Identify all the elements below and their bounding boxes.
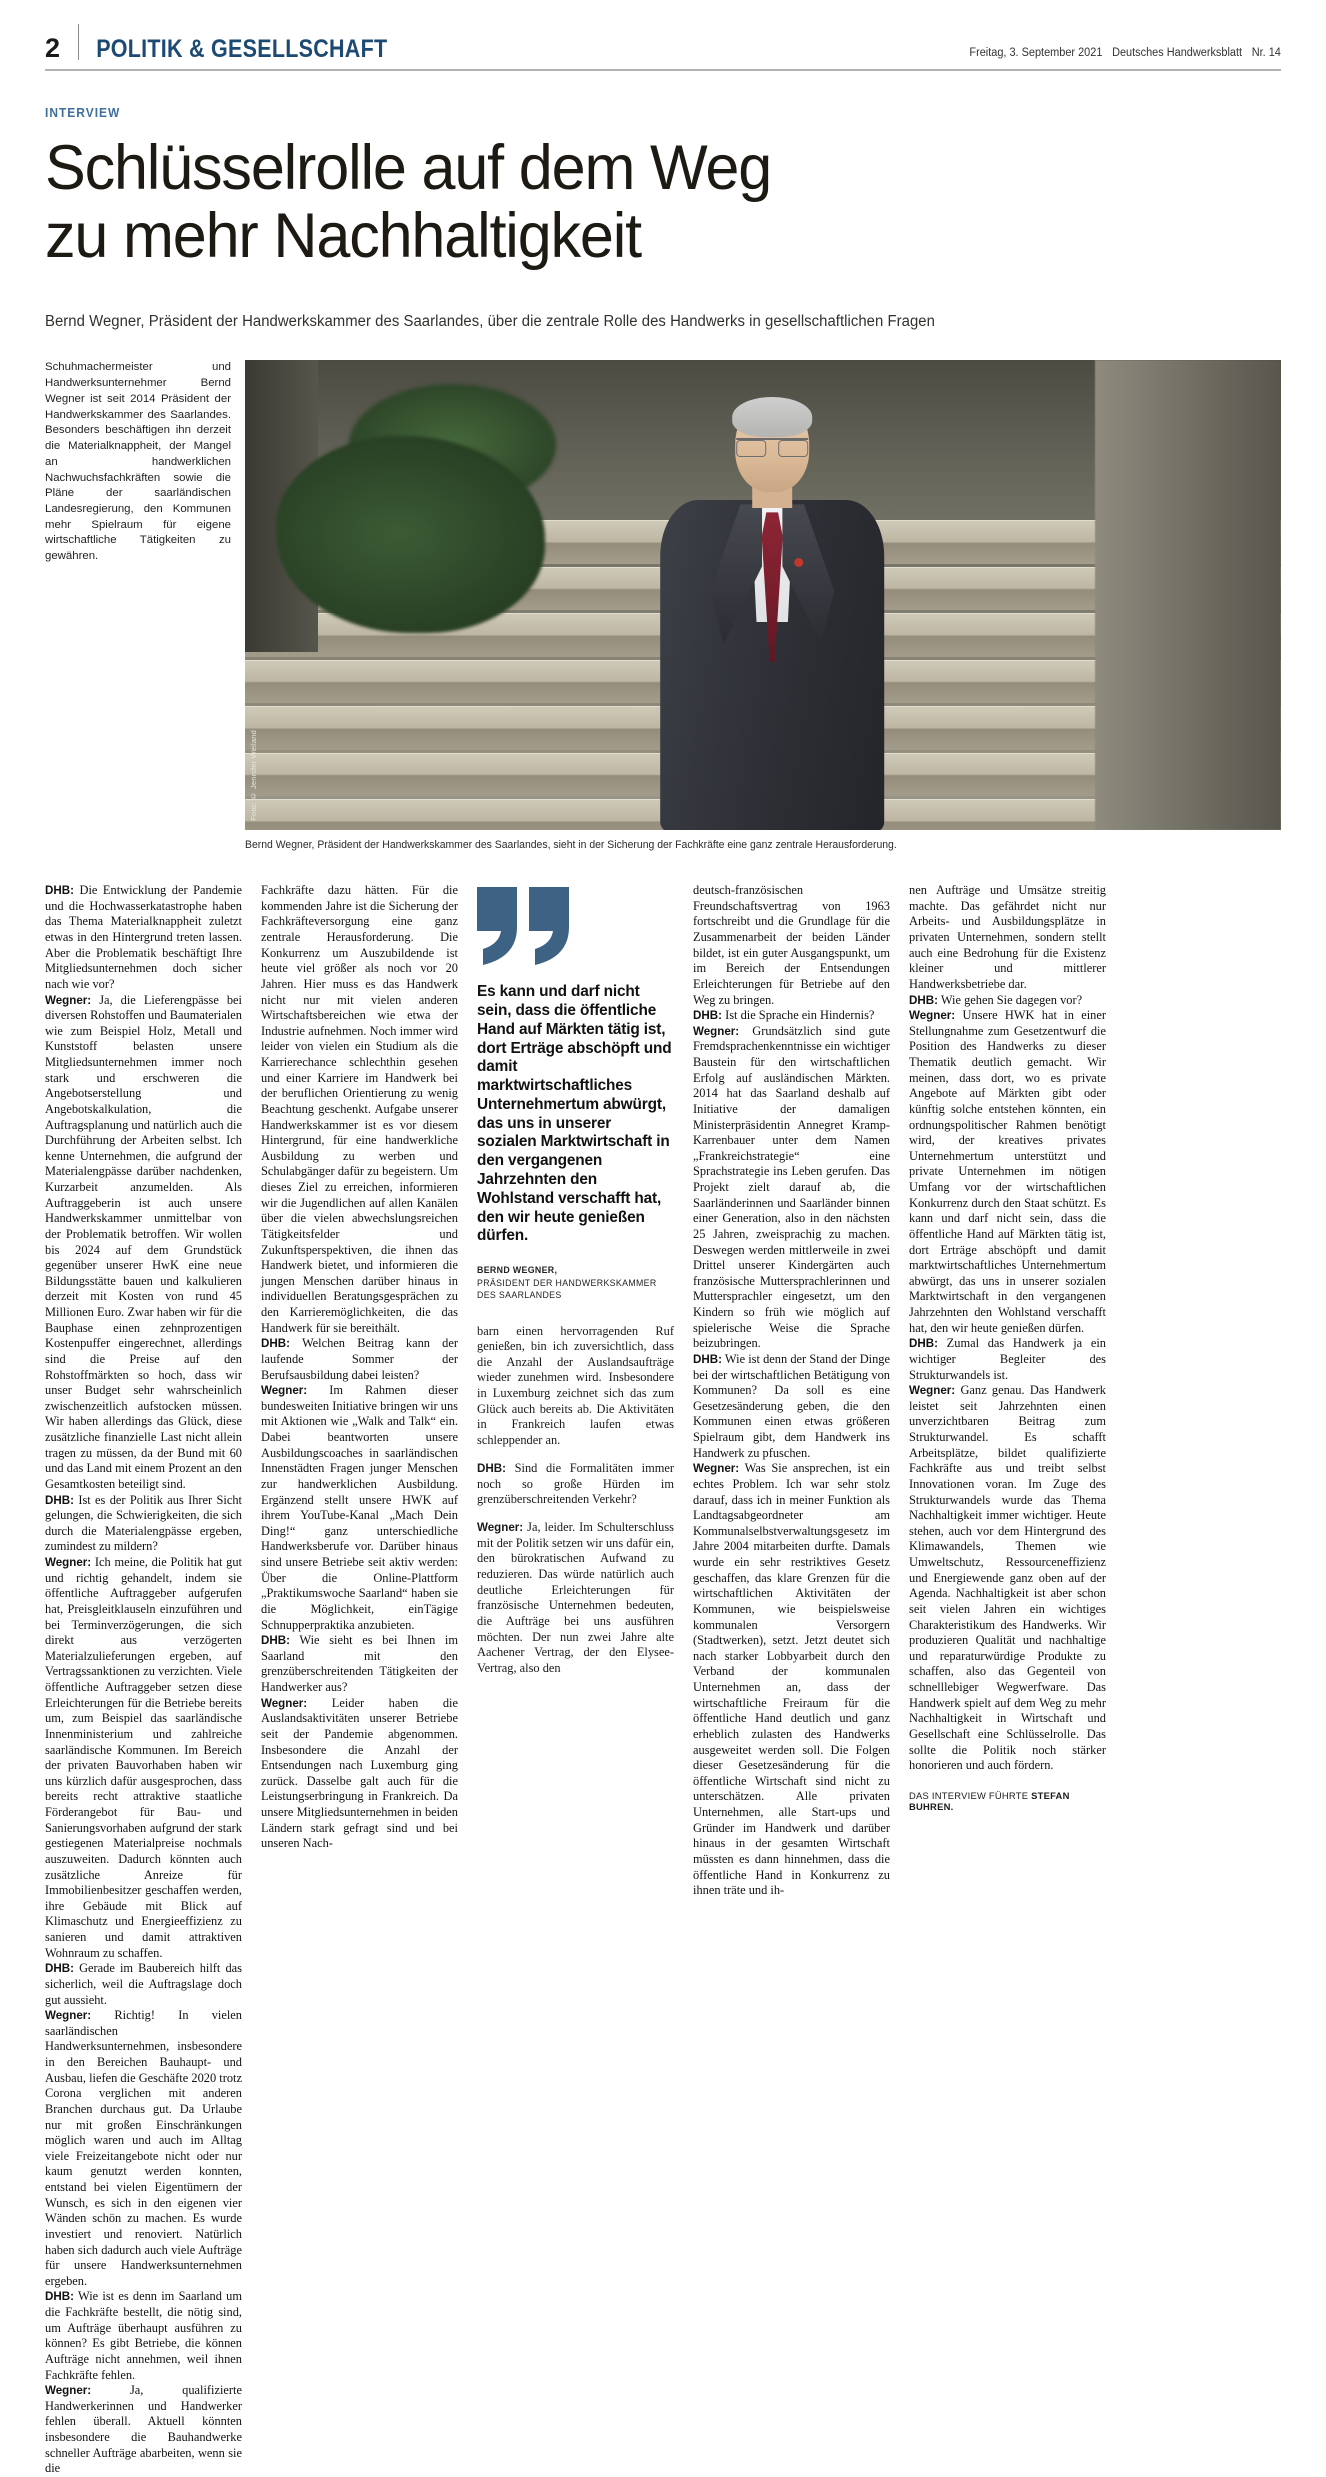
- intro-paragraph: Schuhmachermeister und Handwerksunternehmer Bernd Wegner ist seit 2014 Präsident der Handwerkskammer des Saarlandes. Besonders beschäftigen ihn derzeit die Materialknappheit, der Mangel an handwerklichen Nachwuchsfachkräften sowie die Pläne der saarländischen Landesregierung, den Kommunen mehr Spielraum für eigene wirtschaftliche Tätigkeiten zu gewähren.: [45, 361, 231, 563]
- figure-hair: [732, 397, 812, 437]
- body-paragraph: Wegner: Was Sie ansprechen, ist ein echtes Problem. Ich war sehr stolz darauf, dass ich in meiner Funktion als Landtagsabgeordneter am Kommunalselbstverwaltungsgesetz im Jahre 2004 mitarbeiten durfte. Damals wurde ein sehr restriktives Gesetz geschaffen, das klare Grenzen für die wirtschaftlichen Aktivitäten der Kommunen, wie beispielsweise kommunalen Versorgern (Stadtwerken), setzt. Jetzt deutet sich nach starker Lobbyarbeit durch den Verband der kommunalen Unternehmen an, dass der wirtschaftliche Freiraum für die öffentliche Hand deutlich und ganz erheblich zulasten des Handwerks ausgeweitet werden soll. Die Folgen dieser Gesetzesänderung für die öffentliche Wirtschaft sind nicht zu unterschätzen. Alle privaten Unternehmen, alle Start-ups und Gründer im Handwerk und darüber hinaus in der gesamten Wirtschaft müssten es dann hinnehmen, dass die öffentliche Hand in Konkurrenz zu ihnen träte und ih-: [693, 1461, 890, 1898]
- body-paragraph: Wegner: Richtig! In vielen saarländischen Handwerksunternehmen, insbesondere in den Bereichen Bauhaupt- und Ausbau, liefen die Geschäfte 2020 trotz Corona verglichen mit anderen Branchen durchaus gut. Da Urlaube nur mit großen Einschränkungen möglich waren und auch im Alltag viele Freizeitangebote nicht oder nur kaum genutzt werden konnten, entstand bei vielen Eigentümern der Wunsch, es sich in den eigenen vier Wänden schön zu machen. Es wurde investiert und renoviert. Natürlich haben sich dadurch auch viele Aufträge für unsere Handwerksunternehmen ergeben.: [45, 2008, 242, 2288]
- issue-date: Freitag, 3. September 2021: [969, 46, 1103, 59]
- publication-name: Deutsches Handwerksblatt: [1112, 46, 1243, 59]
- article-body: [45, 883, 1281, 2477]
- quote-mark-icon: [477, 887, 572, 965]
- body-column-2: [261, 883, 458, 1852]
- byline: [909, 1790, 1106, 1812]
- body-paragraph: Wegner: Ja, die Lieferengpässe bei diversen Rohstoffen und Baumaterialen wie zum Beispiel Holz, Metall und Kunststoff belasten unsere Mitgliedsunternehmen immer noch stark und erschweren die Angebotserstellung und Angebotskalkulation, die Auftragsplanung und natürlich auch die Durchführung der Arbeiten selbst. Ich kenne Unternehmen, die aufgrund der Materialengpässe darüber nachdenken, Kurzarbeit anzumelden. Als Auftraggeberin ist auch unsere Handwerkskammer unmittelbar von der Problematik betroffen. Wir wollen bis 2024 auf dem Grundstück gegenüber unserer HwK eine neue Bildungsstätte bauen und kalkulieren derzeit mit Kosten von rund 45 Millionen Euro. Zwar haben wir für die Bauphase einen zehnprozentigen Kostenpuffer eingerechnet, allerdings sind die Preise auf den Rohstoffmärkten so hoch, dass wir unser Budget sehr wahrscheinlich zwischenzeitlich aufstocken müssen. Wir haben allerdings das Glück, diese zusätzliche finanzielle Last nicht allein tragen zu müssen, da der Bund mit 60 und das Land mit einem Prozent an den Gesamtkosten beteiligt sind.: [45, 992, 242, 1491]
- body-paragraph: nen Aufträge und Umsätze streitig machte. Das gefährdet nicht nur Arbeits- und Ausbildungsplätze in privaten Unternehmen, sondern stellt auch eine Bedrohung für die Existenz kleiner und mittlerer Handwerksbetriebe dar.: [909, 883, 1106, 991]
- body-paragraph: DHB: Wie gehen Sie dagegen vor?: [909, 992, 1083, 1007]
- page-title: [45, 134, 1244, 270]
- question-label: DHB:: [45, 884, 74, 898]
- article-standfirst: Bernd Wegner, Präsident der Handwerkskammer des Saarlandes, über die zentrale Rolle des Handwerks in gesellschaftlichen Fragen: [45, 313, 935, 331]
- article-kicker: INTERVIEW: [45, 105, 121, 120]
- masthead: [45, 0, 1281, 62]
- body-paragraph: DHB: Welchen Beitrag kann der laufende Sommer der Berufsausbildung dabei leisten?: [261, 1336, 458, 1382]
- answer-label: Wegner:: [45, 993, 92, 1007]
- pullquote-attrib-role-1: PRÄSIDENT DER HANDWERKSKAMMER: [477, 1277, 657, 1288]
- body-column-3-tail: [477, 1324, 674, 1677]
- intro-column: [45, 360, 245, 853]
- body-paragraph: Wegner: Ja, qualifizierte Handwerkerinnen und Handwerker fehlen überall. Aktuell könnten insbesondere die Bauhandwerke schneller Aufträge abarbeiten, wenn sie die: [45, 2383, 242, 2476]
- pullquote-attrib-name: BERND WEGNER,: [477, 1265, 558, 1276]
- question-label: DHB:: [45, 2290, 74, 2304]
- body-paragraph: Wegner: Leider haben die Auslandsaktivitäten unserer Betriebe seit der Pandemie abgenommen. Insbesondere die Anzahl der Entsendungen nach Luxemburg ging zurück. Dasselbe galt auch für die Leistungserbringung in Frankreich. Da unsere Mitgliedsunternehmen in beiden Ländern stark gefragt sind und bei unseren Nach-: [261, 1695, 458, 1851]
- page-number: 2: [45, 33, 60, 63]
- question-label: DHB:: [693, 1009, 722, 1023]
- photo-block: [245, 360, 1281, 853]
- masthead-issue-info: [963, 48, 1281, 63]
- body-paragraph: DHB: Sind die Formalitäten immer noch so große Hürden im grenzüberschreitenden Verkehr?: [477, 1460, 674, 1507]
- headline-line-1: Schlüsselrolle auf dem Weg: [45, 133, 772, 203]
- article-photo: [245, 360, 1281, 830]
- question-label: DHB:: [45, 1962, 74, 1976]
- body-paragraph: DHB: Wie ist denn der Stand der Dinge bei der wirtschaftlichen Betätigung von Kommunen? Da soll es eine Gesetzesänderung geben, die den Kommunen einen etwas größeren Spielraum gibt, dem Handwerk ins Handwerk zu pfuschen.: [693, 1351, 890, 1460]
- pullquote-attrib-role-2: DES SAARLANDES: [477, 1290, 562, 1301]
- body-paragraph: Wegner: Unsere HWK hat in einer Stellungnahme zum Gesetzentwurf die Position des Handwerks zu dieser Thematik deutlich gemacht. Wir meinen, dass dort, wo es private Angebote auf Märkten gibt oder künftig solche entstehen könnten, ein ordnungspolitischer Rahmen benötigt wird, der kreatives privates Unternehmertum unterstützt und private Unternehmen im nötigen Umfang vor der wirtschaftlichen Konkurrenz durch den Staat schützt. Es kann und darf nicht sein, dass die öffentliche Hand auf Märkten tätig ist, dort Erträge abschöpft und damit marktwirtschaftliches Unternehmertum abwürgt, das uns in unserer sozialen Marktwirtschaft in den vergangenen Jahrzehnten den Wohlstand verschafft hat, den wir heute genießen dürfen.: [909, 1008, 1106, 1335]
- body-paragraph: DHB: Ist die Sprache ein Hindernis?: [693, 1008, 875, 1023]
- body-paragraph: Fachkräfte dazu hätten. Für die kommenden Jahre ist die Sicherung der Fachkräfteversorgung eine ganz zentrale Herausforderung. Die Konkurrenz um Auszubildende ist heute viel größer als noch vor 20 Jahren. Hier muss es das Handwerk nicht nur mit vielen anderen Wirtschaftsbereichen wie etwa der Industrie aufnehmen. Noch immer wird leider von vielen ein Studium als die Karrierechance schlechthin gesehen und einer Karriere im Handwerk bei der beruflichen Orientierung zu wenig Beachtung geschenkt. Aufgabe unserer Handwerkskammer ist es vor diesem Hintergrund, für eine handwerkliche Ausbildung zu werben und Schulabgänger dafür zu begeistern. Um dieses Ziel zu erreichen, informieren wir die Jugendlichen auf allen Kanälen über die vielen abwechslungsreichen Tätigkeitsfelder und Zukunftsperspektiven, die ihnen das Handwerk bietet, und informieren die jungen Menschen darüber hinaus in individuellen Beratungsgesprächen zu den Karrieremöglichkeiten, die das Handwerk für sie bereithält.: [261, 883, 458, 1335]
- question-label: DHB:: [693, 1352, 722, 1366]
- answer-label: Wegner:: [45, 1556, 92, 1570]
- body-paragraph: Wegner: Grundsätzlich sind gute Fremdsprachenkenntnisse ein wichtiger Baustein für den wirtschaftlichen Erfolg auf ausländischen Märkten. 2014 hat das Saarland deshalb auf Initiative der damaligen Ministerpräsidentin Annegret Kramp-Karrenbauer unter dem Namen „Frankreichstrategie“ eine Sprachstrategie ins Leben gerufen. Das Projekt zielt darauf ab, die Saarländerinnen und Saarländer binnen einer Generation, also in den nächsten 25 Jahren, zweisprachig zu machen. Deswegen werden mittlerweile in zwei Drittel unserer Kindergärten auch französische Muttersprachlerinnen und Muttersprachler eingesetzt, um den Kindern so früh wie möglich auf spielerische Weise die Sprache beizubringen.: [693, 1023, 890, 1351]
- body-paragraph: deutsch-französischen Freundschaftsvertrag von 1963 fortschreibt und die Grundlage für die Zusammenarbeit der beiden Länder bildet, ist ein guter Ausgangspunkt, um im Bereich der Entsendungen Erleichterungen für Betriebe auf den Weg zu bringen.: [693, 883, 890, 1007]
- question-label: DHB:: [909, 993, 938, 1007]
- photo-credit: Foto: © Jennifer Weiland: [249, 729, 258, 821]
- body-paragraph: Wegner: Ja, leider. Im Schulterschluss mit der Politik setzen wir uns dafür ein, den bürokratischen Aufwand zu reduzieren. Das würde natürlich auch deutliche Erleichterungen für französische Unternehmen bedeuten, die Aufträge bei uns ausführen möchten. Der nun zwei Jahre alte Aachener Vertrag, der den Elysee-Vertrag, also den: [477, 1520, 674, 1675]
- masthead-rule: [45, 69, 1281, 71]
- body-paragraph: DHB: Wie sieht es bei Ihnen im Saarland mit den grenzüberschreitenden Tätigkeiten der Handwerker aus?: [261, 1633, 458, 1695]
- answer-label: Wegner:: [261, 1696, 308, 1710]
- question-label: DHB:: [45, 1493, 74, 1507]
- question-label: DHB:: [477, 1461, 506, 1475]
- body-paragraph: Wegner: Ganz genau. Das Handwerk leistet seit Jahrzehnten einen unverzichtbaren Beitrag zum Strukturwandel. Es schafft Arbeitsplätze, bildet qualifizierte Fachkräfte aus und treibt selbst Innovationen voran. Im Zuge des Strukturwandels wurde das Thema Nachhaltigkeit immer wichtiger. Heute stehen, auch vor dem Hintergrund des Klimawandels, Themen wie Umweltschutz, Ressourceneffizienz und Energiewende ganz oben auf der Agenda. Nachhaltigkeit ist aber schon seit vielen Jahren ein wichtiges Charakteristikum des Handwerks. Wir produzieren Qualität und nachhaltige und reparaturwürdige Produkte zu schaffen, also das Gegenteil von schnelllebiger Wegwerfware. Das Handwerk spielt auf dem Weg zu mehr Nachhaltigkeit in Wirtschaft und Gesellschaft eine Schlüsselrolle. Das sollte die Politik noch stärker honorieren und auch fördern.: [909, 1383, 1106, 1773]
- pullquote-text: Es kann und darf nicht sein, dass die öffentliche Hand auf Märkten tätig ist, dort Erträge abschöpft und damit marktwirtschaftliches Unternehmertum abwürgt, das uns in unserer sozialen Marktwirtschaft in den vergangenen Jahrzehnten den Wohlstand verschafft hat, den wir heute genießen dürfen.: [477, 983, 672, 1245]
- photo-wall-right: [1095, 360, 1281, 830]
- headline-line-2: zu mehr Nachhaltigkeit: [45, 201, 641, 272]
- answer-label: Wegner:: [693, 1462, 740, 1476]
- answer-label: Wegner:: [693, 1024, 740, 1038]
- body-paragraph: DHB: Zumal das Handwerk ja ein wichtiger Begleiter des Strukturwandels ist.: [909, 1336, 1106, 1382]
- answer-label: Wegner:: [477, 1521, 524, 1535]
- pullquote-attribution: [477, 1264, 674, 1301]
- glasses-icon: [736, 438, 808, 454]
- byline-name: STEFAN BUHREN.: [909, 1789, 1070, 1812]
- body-paragraph: DHB: Gerade im Baubereich hilft das sicherlich, weil die Auftragslage doch gut aussieht.: [45, 1961, 242, 2007]
- pullquote-column: [477, 883, 674, 1689]
- body-column-5: [909, 883, 1106, 1812]
- question-label: DHB:: [261, 1634, 290, 1648]
- body-paragraph: barn einen hervorragenden Ruf genießen, bin ich zuversichtlich, dass die Anzahl der Auslandsaufträge wieder zunehmen wird. Insbesondere in Luxemburg zeichnet sich das zum Glück auch bereits ab. Die Aktivitäten in Frankreich laufen etwas schleppender an.: [477, 1323, 674, 1447]
- question-label: DHB:: [261, 1337, 290, 1351]
- body-paragraph: Wegner: Im Rahmen dieser bundesweiten Initiative bringen wir uns mit Aktionen wie „Walk and Talk“ ein. Dabei beantworten unsere Ausbildungscoaches in saarländischen Innenstädten Fragen junger Menschen zur handwerklichen Ausbildung. Ergänzend stellt unsere HWK auf ihrem YouTube-Kanal „Mach Dein Ding!“ ganz unterschiedliche Handwerksberufe vor. Darüber hinaus sind unsere Betriebe seit aktiv werden: Über die Online-Plattform „Praktikumswoche Saarland“ haben sie die Möglichkeit, einTägige Schnupperpraktika anzubieten.: [261, 1383, 458, 1632]
- answer-label: Wegner:: [261, 1384, 308, 1398]
- body-column-4: [693, 883, 890, 1899]
- top-section: [45, 360, 1281, 853]
- answer-label: Wegner:: [909, 1384, 956, 1398]
- answer-label: Wegner:: [909, 1009, 956, 1023]
- issue-number: Nr. 14: [1251, 46, 1281, 59]
- body-column-1: [45, 883, 242, 2477]
- answer-label: Wegner:: [45, 2009, 92, 2023]
- figure-lapel-pin: [794, 558, 803, 567]
- body-paragraph: DHB: Wie ist es denn im Saarland um die Fachkräfte bestellt, die nötig sind, um Aufträge überhaupt ausführen zu können? Es gibt Betriebe, die können Aufträge nicht annehmen, weil ihnen Fachkräfte fehlen.: [45, 2289, 242, 2382]
- byline-label: DAS INTERVIEW FÜHRTE: [909, 1789, 1029, 1801]
- answer-label: Wegner:: [45, 2384, 92, 2398]
- photo-portrait-figure: [657, 400, 887, 830]
- section-rubric: POLITIK & GESELLSCHAFT: [95, 35, 387, 63]
- question-label: DHB:: [909, 1337, 938, 1351]
- body-paragraph: Wegner: Ich meine, die Politik hat gut und richtig gehandelt, indem sie öffentliche Auftraggeber aufgerufen hat, Preisgleitklauseln einzuführen und bei Terminverzögerungen, die sich direkt aus verzögerten Materialzulieferungen ergeben, auf Vertragssanktionen zu verzichten. Viele öffentliche Auftraggeber setzen diese Erleichterungen für die Betriebe bereits um, zum Beispiel das saarländische Innenministerium und zahlreiche saarländische Kommunen. Im Bereich der privaten Bauvorhaben haben wir uns kürzlich dafür ausgesprochen, dass bereits recht attraktive staatliche Förderangebot für Bau- und Sanierungsvorhaben aufgrund der stark gestiegenen Materialpreise nochmals auszuweiten. Dadurch könnten auch zusätzliche Anreize für Immobilienbesitzer geschaffen werden, ihre Gebäude mit Blick auf Klimaschutz und Energieeffizienz zu sanieren und damit attraktiven Wohnraum zu schaffen.: [45, 1555, 242, 1960]
- body-paragraph: DHB: Ist es der Politik aus Ihrer Sicht gelungen, die Schwierigkeiten, die sich durch die Materialengpässe ergeben, zumindest zu mildern?: [45, 1492, 242, 1554]
- photo-caption: Bernd Wegner, Präsident der Handwerkskammer des Saarlandes, sieht in der Sicherung der Fachkräfte eine ganz zentrale Herausforderung.: [245, 839, 897, 852]
- body-paragraph: DHB: Die Entwicklung der Pandemie und die Hochwasserkatastrophe haben das Thema Materialknappheit zuletzt etwas in den Hintergrund treten lassen. Aber die Problematik beschäftigt Ihre Mitgliedsunternehmen doch sicher nach wie vor?: [45, 883, 242, 991]
